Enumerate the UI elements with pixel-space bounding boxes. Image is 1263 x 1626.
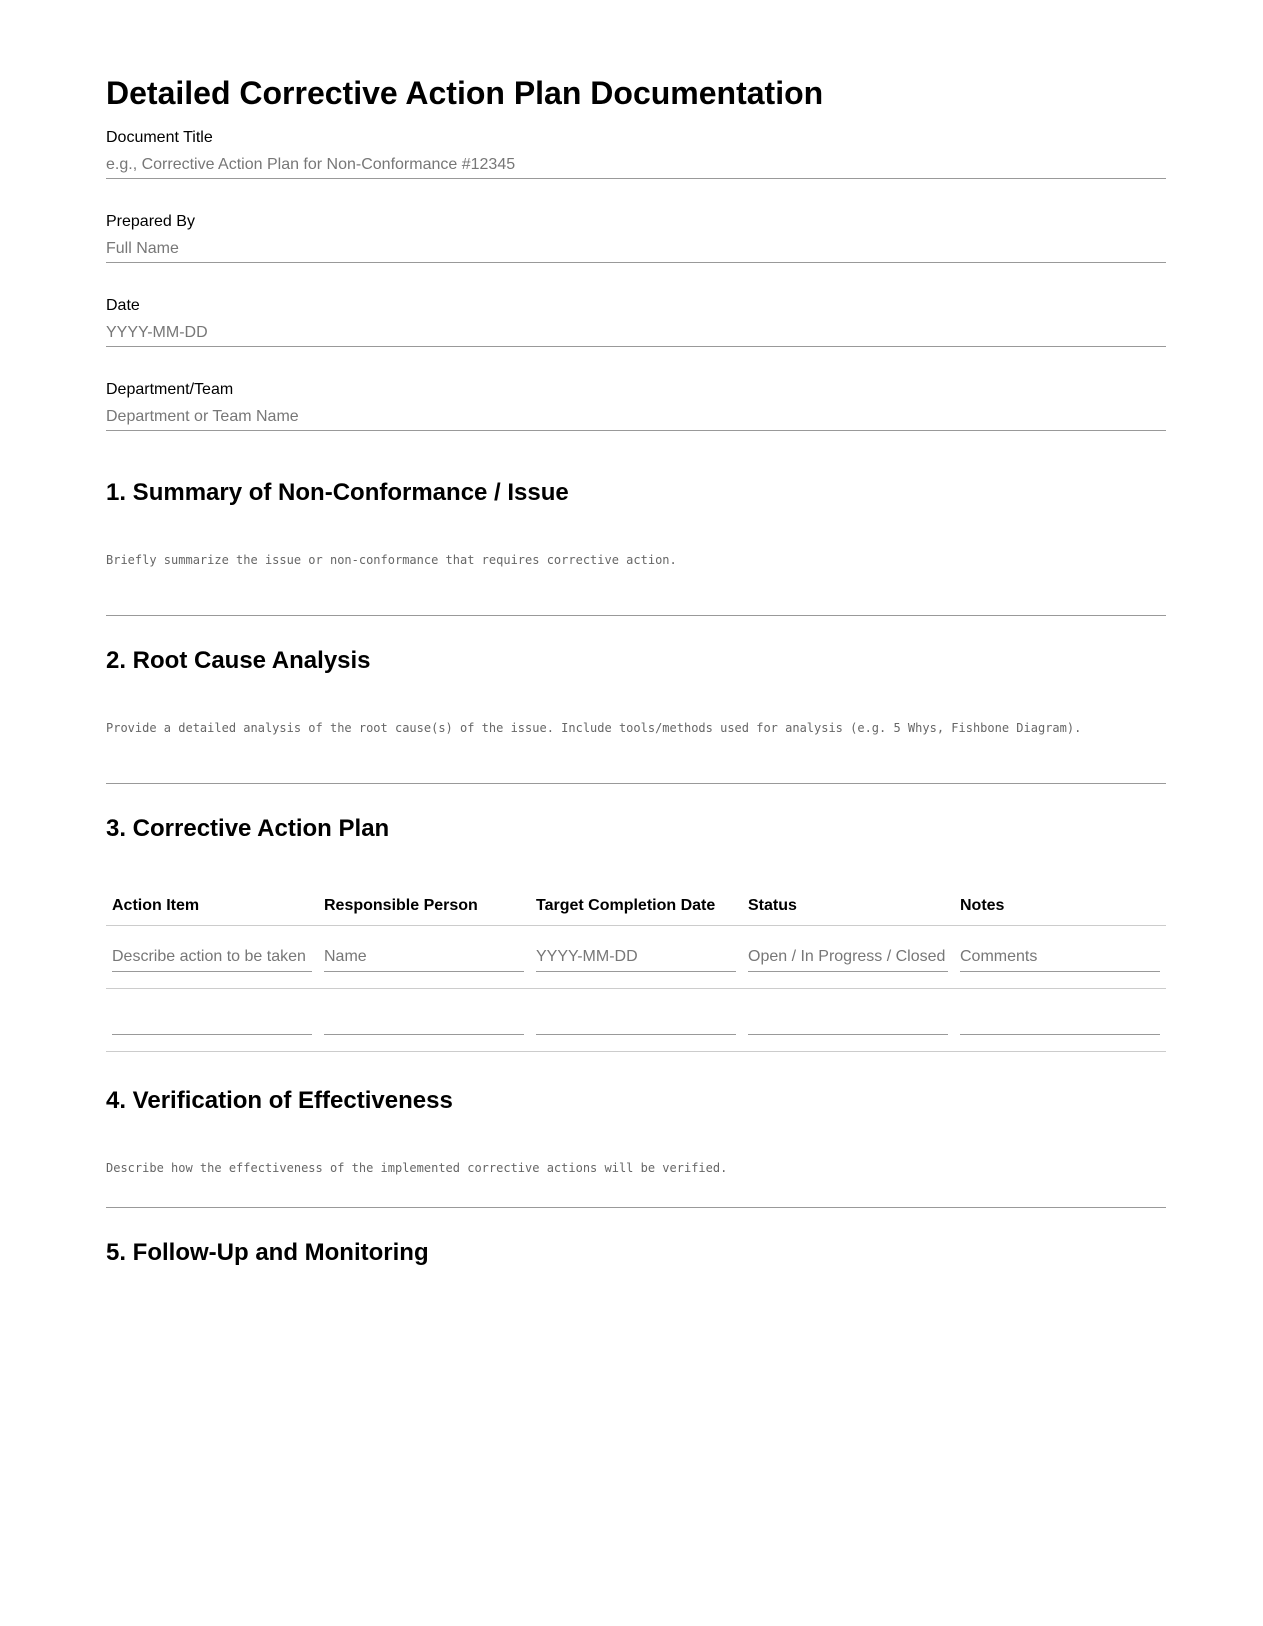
prepared-by-input[interactable]: [106, 235, 1166, 263]
table-cell: [318, 989, 530, 1052]
date-input[interactable]: [106, 319, 1166, 347]
action-plan-heading: 3. Corrective Action Plan: [106, 815, 390, 842]
table-row: [106, 926, 1166, 989]
page-title: Detailed Corrective Action Plan Documentation: [106, 75, 824, 111]
target-date-input[interactable]: [536, 1005, 736, 1035]
table-cell: [954, 989, 1166, 1052]
action-item-input[interactable]: [112, 1005, 312, 1035]
table-cell: [106, 989, 318, 1052]
responsible-person-input[interactable]: [324, 1005, 524, 1035]
table-header-row: [106, 887, 1166, 926]
document-title-label: Document Title: [106, 129, 213, 146]
summary-heading: 1. Summary of Non-Conformance / Issue: [106, 479, 569, 506]
table-cell: [530, 926, 742, 989]
target-date-input[interactable]: [536, 942, 736, 972]
summary-textarea[interactable]: [106, 552, 1166, 616]
column-header-notes: Notes: [954, 887, 1166, 926]
date-label: Date: [106, 297, 140, 314]
action-plan-table: [106, 887, 1166, 1052]
root-cause-heading: 2. Root Cause Analysis: [106, 647, 371, 674]
verification-textarea[interactable]: [106, 1160, 1166, 1208]
table-cell: [742, 926, 954, 989]
notes-input[interactable]: [960, 1005, 1160, 1035]
status-input[interactable]: [748, 1005, 948, 1035]
table-cell: [742, 989, 954, 1052]
notes-input[interactable]: [960, 942, 1160, 972]
table-cell: [106, 926, 318, 989]
prepared-by-label: Prepared By: [106, 213, 195, 230]
table-row: [106, 989, 1166, 1052]
table-cell: [530, 989, 742, 1052]
action-item-input[interactable]: [112, 942, 312, 972]
responsible-person-input[interactable]: [324, 942, 524, 972]
department-label: Department/Team: [106, 381, 234, 398]
table-cell: [318, 926, 530, 989]
column-header-target-date: Target Completion Date: [530, 887, 742, 926]
verification-heading: 4. Verification of Effectiveness: [106, 1087, 453, 1114]
document-title-input[interactable]: [106, 151, 1166, 179]
column-header-responsible-person: Responsible Person: [318, 887, 530, 926]
root-cause-textarea[interactable]: [106, 720, 1166, 784]
table-cell: [954, 926, 1166, 989]
follow-up-heading: 5. Follow-Up and Monitoring: [106, 1239, 429, 1266]
column-header-status: Status: [742, 887, 954, 926]
status-input[interactable]: [748, 942, 948, 972]
column-header-action-item: Action Item: [106, 887, 318, 926]
department-input[interactable]: [106, 403, 1166, 431]
